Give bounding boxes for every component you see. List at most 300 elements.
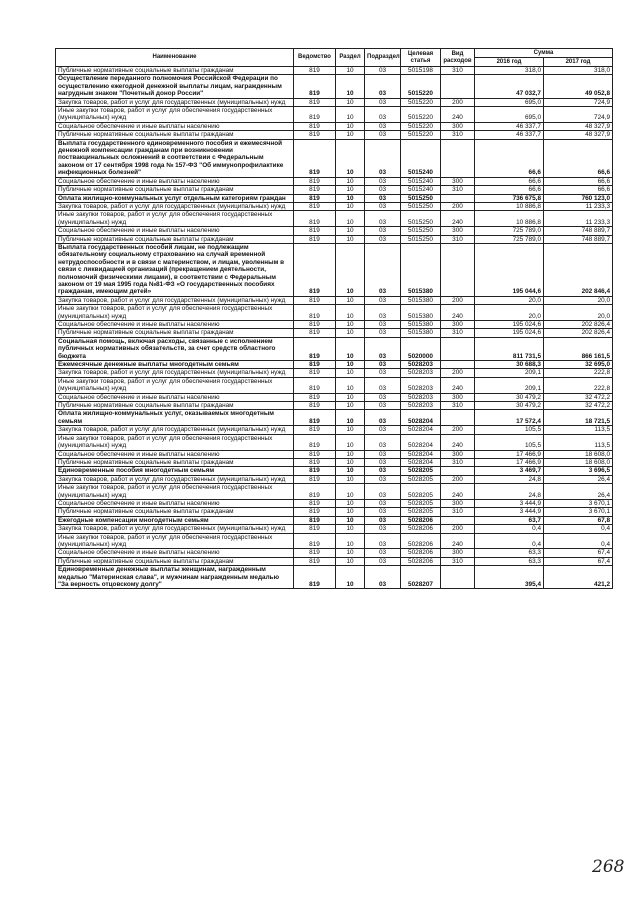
table-row bbox=[56, 525, 613, 533]
row-sum-2016: 3 444,9 bbox=[475, 508, 544, 516]
row-vedomstvo: 819 bbox=[294, 75, 336, 98]
table-row bbox=[56, 107, 613, 123]
row-vid-raskhodov: 300 bbox=[441, 499, 475, 507]
row-razdel: 10 bbox=[336, 484, 365, 500]
row-vid-raskhodov bbox=[441, 337, 475, 360]
row-sum-2017: 32 472,2 bbox=[544, 402, 613, 410]
header-celevaya-statya: Целевая статья bbox=[401, 49, 441, 67]
row-podrazdel: 03 bbox=[365, 467, 401, 475]
row-celevaya-statya: 5028205 bbox=[401, 467, 441, 475]
row-podrazdel: 03 bbox=[365, 533, 401, 549]
header-razdel: Раздел bbox=[336, 49, 365, 67]
page-number: 268 bbox=[592, 857, 625, 877]
row-sum-2017: 3 670,1 bbox=[544, 499, 613, 507]
row-razdel: 10 bbox=[336, 202, 365, 210]
row-razdel: 10 bbox=[336, 377, 365, 393]
row-vedomstvo: 819 bbox=[294, 337, 336, 360]
row-vedomstvo: 819 bbox=[294, 177, 336, 185]
row-celevaya-statya: 5028204 bbox=[401, 434, 441, 450]
row-podrazdel: 03 bbox=[365, 305, 401, 321]
row-vid-raskhodov: 300 bbox=[441, 227, 475, 235]
row-razdel: 10 bbox=[336, 67, 365, 75]
row-vedomstvo: 819 bbox=[294, 557, 336, 565]
row-celevaya-statya: 5015198 bbox=[401, 67, 441, 75]
row-name: Закупка товаров, работ и услуг для государственных (муниципальных) нужд bbox=[56, 369, 294, 377]
row-razdel: 10 bbox=[336, 426, 365, 434]
row-podrazdel: 03 bbox=[365, 235, 401, 243]
row-sum-2016: 725 789,0 bbox=[475, 227, 544, 235]
row-vid-raskhodov: 200 bbox=[441, 475, 475, 483]
row-podrazdel: 03 bbox=[365, 227, 401, 235]
row-podrazdel: 03 bbox=[365, 516, 401, 524]
row-celevaya-statya: 5028206 bbox=[401, 516, 441, 524]
row-razdel: 10 bbox=[336, 557, 365, 565]
table-row bbox=[56, 75, 613, 98]
row-razdel: 10 bbox=[336, 177, 365, 185]
row-sum-2016: 0,4 bbox=[475, 533, 544, 549]
row-sum-2017: 0,4 bbox=[544, 533, 613, 549]
row-podrazdel: 03 bbox=[365, 98, 401, 106]
row-podrazdel: 03 bbox=[365, 139, 401, 177]
row-sum-2017: 748 889,7 bbox=[544, 227, 613, 235]
row-sum-2017: 66,6 bbox=[544, 186, 613, 194]
row-sum-2016: 195 044,6 bbox=[475, 243, 544, 296]
header-podrazdel: Подраздел bbox=[365, 49, 401, 67]
row-razdel: 10 bbox=[336, 186, 365, 194]
row-name: Выплата государственных пособий лицам, не подлежащим обязательному социальному страхованию на случай временной нетрудоспособности и в связи с материнством, и лицам, уволенным в связи с ликвидацией организаций (прекращением деятельности, полномочий физическими лицами), в соответствии с Федеральным законом от 19 мая 1995 года №81-ФЗ «О государственных пособиях гражданам, имеющим детей» bbox=[56, 243, 294, 296]
row-podrazdel: 03 bbox=[365, 337, 401, 360]
row-razdel: 10 bbox=[336, 369, 365, 377]
row-celevaya-statya: 5028205 bbox=[401, 499, 441, 507]
row-name: Оплата жилищно-коммунальных услуг, оказываемых многодетным семьям bbox=[56, 410, 294, 426]
table-row bbox=[56, 211, 613, 227]
row-name: Ежегодные компенсации многодетным семьям bbox=[56, 516, 294, 524]
row-podrazdel: 03 bbox=[365, 194, 401, 202]
row-podrazdel: 03 bbox=[365, 402, 401, 410]
row-sum-2016: 66,6 bbox=[475, 177, 544, 185]
row-vedomstvo: 819 bbox=[294, 329, 336, 337]
table-row bbox=[56, 516, 613, 524]
row-sum-2017: 724,9 bbox=[544, 98, 613, 106]
row-name: Публичные нормативные социальные выплаты гражданам bbox=[56, 131, 294, 139]
row-sum-2016: 105,5 bbox=[475, 434, 544, 450]
row-vid-raskhodov: 310 bbox=[441, 329, 475, 337]
row-sum-2017: 18 608,0 bbox=[544, 450, 613, 458]
row-sum-2016: 195 024,6 bbox=[475, 321, 544, 329]
row-name: Ежемесячные денежные выплаты многодетным семьям bbox=[56, 361, 294, 369]
row-vid-raskhodov: 310 bbox=[441, 67, 475, 75]
row-vedomstvo: 819 bbox=[294, 202, 336, 210]
row-podrazdel: 03 bbox=[365, 361, 401, 369]
row-sum-2017: 113,5 bbox=[544, 434, 613, 450]
row-vid-raskhodov: 300 bbox=[441, 122, 475, 130]
row-razdel: 10 bbox=[336, 458, 365, 466]
row-sum-2017: 67,8 bbox=[544, 516, 613, 524]
row-sum-2016: 66,6 bbox=[475, 186, 544, 194]
table-row bbox=[56, 533, 613, 549]
row-razdel: 10 bbox=[336, 98, 365, 106]
row-celevaya-statya: 5015220 bbox=[401, 98, 441, 106]
table-row bbox=[56, 98, 613, 106]
row-sum-2016: 105,5 bbox=[475, 426, 544, 434]
row-sum-2016: 395,4 bbox=[475, 566, 544, 589]
table-row bbox=[56, 243, 613, 296]
row-vid-raskhodov: 310 bbox=[441, 131, 475, 139]
row-celevaya-statya: 5015240 bbox=[401, 139, 441, 177]
row-name: Иные закупки товаров, работ и услуг для обеспечения государственных (муниципальных) нужд bbox=[56, 211, 294, 227]
row-celevaya-statya: 5015250 bbox=[401, 211, 441, 227]
row-celevaya-statya: 5028203 bbox=[401, 377, 441, 393]
row-razdel: 10 bbox=[336, 305, 365, 321]
row-podrazdel: 03 bbox=[365, 484, 401, 500]
row-vedomstvo: 819 bbox=[294, 227, 336, 235]
row-razdel: 10 bbox=[336, 131, 365, 139]
row-celevaya-statya: 5028207 bbox=[401, 566, 441, 589]
row-podrazdel: 03 bbox=[365, 410, 401, 426]
row-vedomstvo: 819 bbox=[294, 139, 336, 177]
row-sum-2017: 11 233,3 bbox=[544, 202, 613, 210]
row-vid-raskhodov: 300 bbox=[441, 321, 475, 329]
row-vedomstvo: 819 bbox=[294, 499, 336, 507]
row-vedomstvo: 819 bbox=[294, 321, 336, 329]
row-sum-2016: 3 469,7 bbox=[475, 467, 544, 475]
row-vid-raskhodov: 240 bbox=[441, 305, 475, 321]
row-vid-raskhodov: 300 bbox=[441, 549, 475, 557]
row-razdel: 10 bbox=[336, 475, 365, 483]
row-vedomstvo: 819 bbox=[294, 131, 336, 139]
row-sum-2016: 46 337,7 bbox=[475, 131, 544, 139]
row-vid-raskhodov bbox=[441, 194, 475, 202]
row-name: Закупка товаров, работ и услуг для государственных (муниципальных) нужд bbox=[56, 202, 294, 210]
row-sum-2016: 695,0 bbox=[475, 107, 544, 123]
row-vedomstvo: 819 bbox=[294, 107, 336, 123]
row-vid-raskhodov: 310 bbox=[441, 235, 475, 243]
row-name: Иные закупки товаров, работ и услуг для обеспечения государственных (муниципальных) нужд bbox=[56, 434, 294, 450]
row-razdel: 10 bbox=[336, 361, 365, 369]
row-vedomstvo: 819 bbox=[294, 361, 336, 369]
row-sum-2017: 32 695,0 bbox=[544, 361, 613, 369]
row-sum-2016: 30 479,2 bbox=[475, 393, 544, 401]
table-row bbox=[56, 122, 613, 130]
table-row bbox=[56, 393, 613, 401]
row-vedomstvo: 819 bbox=[294, 402, 336, 410]
row-celevaya-statya: 5015220 bbox=[401, 75, 441, 98]
header-year-2017: 2017 год bbox=[544, 58, 613, 67]
table-row bbox=[56, 67, 613, 75]
row-name: Закупка товаров, работ и услуг для государственных (муниципальных) нужд bbox=[56, 525, 294, 533]
row-razdel: 10 bbox=[336, 525, 365, 533]
table-row bbox=[56, 434, 613, 450]
row-vid-raskhodov bbox=[441, 467, 475, 475]
row-razdel: 10 bbox=[336, 194, 365, 202]
table-row bbox=[56, 186, 613, 194]
row-celevaya-statya: 5015240 bbox=[401, 177, 441, 185]
row-sum-2017: 67,4 bbox=[544, 549, 613, 557]
row-name: Социальная помощь, включая расходы, связанные с исполнением публичных нормативных обязательств, за счет средств областного бюджета bbox=[56, 337, 294, 360]
row-sum-2016: 811 731,5 bbox=[475, 337, 544, 360]
row-celevaya-statya: 5028205 bbox=[401, 508, 441, 516]
header-name: Наименование bbox=[56, 49, 294, 67]
row-celevaya-statya: 5015250 bbox=[401, 194, 441, 202]
row-sum-2016: 209,1 bbox=[475, 377, 544, 393]
row-celevaya-statya: 5028206 bbox=[401, 525, 441, 533]
row-podrazdel: 03 bbox=[365, 475, 401, 483]
row-sum-2017: 748 889,7 bbox=[544, 235, 613, 243]
row-sum-2016: 725 789,0 bbox=[475, 235, 544, 243]
row-name: Социальное обеспечение и иные выплаты населению bbox=[56, 122, 294, 130]
header-vedomstvo: Ведомство bbox=[294, 49, 336, 67]
row-sum-2017: 66,6 bbox=[544, 177, 613, 185]
row-name: Иные закупки товаров, работ и услуг для обеспечения государственных (муниципальных) нужд bbox=[56, 305, 294, 321]
row-name: Социальное обеспечение и иные выплаты населению bbox=[56, 549, 294, 557]
row-celevaya-statya: 5028203 bbox=[401, 402, 441, 410]
row-sum-2016: 20,0 bbox=[475, 296, 544, 304]
row-podrazdel: 03 bbox=[365, 393, 401, 401]
table-row bbox=[56, 467, 613, 475]
row-vid-raskhodov: 310 bbox=[441, 402, 475, 410]
row-name: Социальное обеспечение и иные выплаты населению bbox=[56, 321, 294, 329]
table-row bbox=[56, 177, 613, 185]
row-sum-2017: 26,4 bbox=[544, 484, 613, 500]
table-row bbox=[56, 194, 613, 202]
row-sum-2016: 63,7 bbox=[475, 516, 544, 524]
row-vedomstvo: 819 bbox=[294, 450, 336, 458]
row-podrazdel: 03 bbox=[365, 75, 401, 98]
row-celevaya-statya: 5015380 bbox=[401, 243, 441, 296]
row-vedomstvo: 819 bbox=[294, 243, 336, 296]
row-sum-2017: 3 696,5 bbox=[544, 467, 613, 475]
row-razdel: 10 bbox=[336, 243, 365, 296]
row-sum-2016: 17 572,4 bbox=[475, 410, 544, 426]
row-vedomstvo: 819 bbox=[294, 434, 336, 450]
row-sum-2017: 760 123,0 bbox=[544, 194, 613, 202]
row-sum-2017: 202 826,4 bbox=[544, 329, 613, 337]
row-podrazdel: 03 bbox=[365, 296, 401, 304]
table-row bbox=[56, 235, 613, 243]
row-razdel: 10 bbox=[336, 533, 365, 549]
row-razdel: 10 bbox=[336, 235, 365, 243]
row-vedomstvo: 819 bbox=[294, 426, 336, 434]
row-name: Иные закупки товаров, работ и услуг для обеспечения государственных (муниципальных) нужд bbox=[56, 377, 294, 393]
header-summa: Сумма bbox=[475, 49, 613, 58]
row-sum-2017: 724,9 bbox=[544, 107, 613, 123]
row-sum-2016: 46 337,7 bbox=[475, 122, 544, 130]
row-podrazdel: 03 bbox=[365, 525, 401, 533]
row-vedomstvo: 819 bbox=[294, 98, 336, 106]
table-row bbox=[56, 549, 613, 557]
table-row bbox=[56, 305, 613, 321]
row-sum-2017: 48 327,9 bbox=[544, 131, 613, 139]
row-razdel: 10 bbox=[336, 402, 365, 410]
row-sum-2017: 67,4 bbox=[544, 557, 613, 565]
row-vid-raskhodov: 200 bbox=[441, 98, 475, 106]
row-celevaya-statya: 5020000 bbox=[401, 337, 441, 360]
row-vedomstvo: 819 bbox=[294, 211, 336, 227]
row-podrazdel: 03 bbox=[365, 186, 401, 194]
row-vid-raskhodov: 310 bbox=[441, 557, 475, 565]
row-sum-2017: 318,0 bbox=[544, 67, 613, 75]
row-vedomstvo: 819 bbox=[294, 235, 336, 243]
row-sum-2016: 17 466,9 bbox=[475, 458, 544, 466]
row-vedomstvo: 819 bbox=[294, 484, 336, 500]
row-celevaya-statya: 5015380 bbox=[401, 296, 441, 304]
row-vid-raskhodov: 200 bbox=[441, 525, 475, 533]
row-vedomstvo: 819 bbox=[294, 186, 336, 194]
row-podrazdel: 03 bbox=[365, 131, 401, 139]
row-razdel: 10 bbox=[336, 516, 365, 524]
header-vid-raskhodov: Вид расходов bbox=[441, 49, 475, 67]
row-razdel: 10 bbox=[336, 321, 365, 329]
row-name: Публичные нормативные социальные выплаты гражданам bbox=[56, 508, 294, 516]
row-vedomstvo: 819 bbox=[294, 393, 336, 401]
row-razdel: 10 bbox=[336, 508, 365, 516]
row-razdel: 10 bbox=[336, 227, 365, 235]
row-celevaya-statya: 5015250 bbox=[401, 202, 441, 210]
row-celevaya-statya: 5015380 bbox=[401, 321, 441, 329]
row-celevaya-statya: 5015380 bbox=[401, 329, 441, 337]
row-vid-raskhodov: 200 bbox=[441, 369, 475, 377]
row-sum-2016: 24,8 bbox=[475, 484, 544, 500]
row-name: Единовременные пособия многодетным семьям bbox=[56, 467, 294, 475]
row-vid-raskhodov bbox=[441, 516, 475, 524]
row-vid-raskhodov: 310 bbox=[441, 458, 475, 466]
row-vedomstvo: 819 bbox=[294, 525, 336, 533]
row-vedomstvo: 819 bbox=[294, 369, 336, 377]
row-sum-2016: 30 479,2 bbox=[475, 402, 544, 410]
header-year-2016: 2016 год bbox=[475, 58, 544, 67]
row-razdel: 10 bbox=[336, 211, 365, 227]
row-vedomstvo: 819 bbox=[294, 549, 336, 557]
row-sum-2016: 30 688,3 bbox=[475, 361, 544, 369]
row-vid-raskhodov: 310 bbox=[441, 186, 475, 194]
row-vedomstvo: 819 bbox=[294, 410, 336, 426]
row-podrazdel: 03 bbox=[365, 107, 401, 123]
row-vedomstvo: 819 bbox=[294, 508, 336, 516]
row-vedomstvo: 819 bbox=[294, 296, 336, 304]
table-row bbox=[56, 402, 613, 410]
row-sum-2016: 195 024,6 bbox=[475, 329, 544, 337]
row-podrazdel: 03 bbox=[365, 243, 401, 296]
row-name: Социальное обеспечение и иные выплаты населению bbox=[56, 177, 294, 185]
row-sum-2017: 421,2 bbox=[544, 566, 613, 589]
row-name: Закупка товаров, работ и услуг для государственных (муниципальных) нужд bbox=[56, 296, 294, 304]
row-name: Закупка товаров, работ и услуг для государственных (муниципальных) нужд bbox=[56, 475, 294, 483]
row-sum-2017: 49 052,8 bbox=[544, 75, 613, 98]
row-sum-2016: 63,3 bbox=[475, 557, 544, 565]
table-row bbox=[56, 458, 613, 466]
row-name: Выплата государственного единовременного пособия и ежемесячной денежной компенсации гражданам при возникновении поствакцинальных осложнений в соответствии с Федеральным законом от 17 сентября 1998 года № 157-ФЗ "Об иммунопрофилактике инфекционных болезней" bbox=[56, 139, 294, 177]
table-row bbox=[56, 426, 613, 434]
row-vid-raskhodov bbox=[441, 361, 475, 369]
row-vedomstvo: 819 bbox=[294, 67, 336, 75]
row-celevaya-statya: 5028206 bbox=[401, 549, 441, 557]
row-celevaya-statya: 5028206 bbox=[401, 533, 441, 549]
table-row bbox=[56, 377, 613, 393]
row-podrazdel: 03 bbox=[365, 67, 401, 75]
row-podrazdel: 03 bbox=[365, 458, 401, 466]
row-sum-2017: 20,0 bbox=[544, 305, 613, 321]
row-sum-2016: 209,1 bbox=[475, 369, 544, 377]
row-name: Закупка товаров, работ и услуг для государственных (муниципальных) нужд bbox=[56, 98, 294, 106]
row-vid-raskhodov bbox=[441, 139, 475, 177]
row-vid-raskhodov: 200 bbox=[441, 202, 475, 210]
row-sum-2016: 0,4 bbox=[475, 525, 544, 533]
row-vid-raskhodov bbox=[441, 243, 475, 296]
row-name: Оплата жилищно-коммунальных услуг отдельным категориям граждан bbox=[56, 194, 294, 202]
row-sum-2016: 736 675,8 bbox=[475, 194, 544, 202]
row-name: Закупка товаров, работ и услуг для государственных (муниципальных) нужд bbox=[56, 426, 294, 434]
table-row bbox=[56, 566, 613, 589]
row-vid-raskhodov: 240 bbox=[441, 377, 475, 393]
budget-table bbox=[55, 48, 613, 589]
row-name: Публичные нормативные социальные выплаты гражданам bbox=[56, 458, 294, 466]
row-celevaya-statya: 5015220 bbox=[401, 107, 441, 123]
row-name: Единовременные денежные выплаты женщинам, награжденным медалью "Материнская слава", и мужчинам награжденным медалью "За верность отцовскому долгу" bbox=[56, 566, 294, 589]
row-vid-raskhodov: 200 bbox=[441, 296, 475, 304]
table-row bbox=[56, 296, 613, 304]
row-podrazdel: 03 bbox=[365, 177, 401, 185]
table-body bbox=[56, 67, 613, 589]
row-celevaya-statya: 5015220 bbox=[401, 131, 441, 139]
row-celevaya-statya: 5028204 bbox=[401, 410, 441, 426]
row-vedomstvo: 819 bbox=[294, 475, 336, 483]
row-vid-raskhodov: 300 bbox=[441, 450, 475, 458]
row-vid-raskhodov bbox=[441, 566, 475, 589]
row-celevaya-statya: 5015250 bbox=[401, 235, 441, 243]
row-sum-2017: 18 721,5 bbox=[544, 410, 613, 426]
row-podrazdel: 03 bbox=[365, 377, 401, 393]
row-vedomstvo: 819 bbox=[294, 458, 336, 466]
row-name: Иные закупки товаров, работ и услуг для обеспечения государственных (муниципальных) нужд bbox=[56, 533, 294, 549]
row-name: Публичные нормативные социальные выплаты гражданам bbox=[56, 67, 294, 75]
row-name: Социальное обеспечение и иные выплаты населению bbox=[56, 450, 294, 458]
row-sum-2016: 63,3 bbox=[475, 549, 544, 557]
row-podrazdel: 03 bbox=[365, 499, 401, 507]
row-sum-2016: 10 886,8 bbox=[475, 202, 544, 210]
row-sum-2017: 48 327,9 bbox=[544, 122, 613, 130]
row-name: Иные закупки товаров, работ и услуг для обеспечения государственных (муниципальных) нужд bbox=[56, 484, 294, 500]
table-header bbox=[56, 49, 613, 67]
row-sum-2016: 318,0 bbox=[475, 67, 544, 75]
row-sum-2017: 202 846,4 bbox=[544, 243, 613, 296]
row-celevaya-statya: 5028203 bbox=[401, 361, 441, 369]
row-celevaya-statya: 5028205 bbox=[401, 484, 441, 500]
table-row bbox=[56, 450, 613, 458]
row-name: Публичные нормативные социальные выплаты гражданам bbox=[56, 557, 294, 565]
row-name: Осуществление переданного полномочия Российской Федерации по осуществлению ежегодной денежной выплаты лицам, награжденным нагрудным знаком "Почетный донор России" bbox=[56, 75, 294, 98]
row-name: Социальное обеспечение и иные выплаты населению bbox=[56, 227, 294, 235]
row-razdel: 10 bbox=[336, 75, 365, 98]
table-row bbox=[56, 484, 613, 500]
row-sum-2017: 3 670,1 bbox=[544, 508, 613, 516]
row-podrazdel: 03 bbox=[365, 202, 401, 210]
row-sum-2017: 113,5 bbox=[544, 426, 613, 434]
row-sum-2017: 11 233,3 bbox=[544, 211, 613, 227]
row-podrazdel: 03 bbox=[365, 450, 401, 458]
row-razdel: 10 bbox=[336, 122, 365, 130]
row-sum-2016: 17 466,9 bbox=[475, 450, 544, 458]
row-sum-2016: 695,0 bbox=[475, 98, 544, 106]
row-podrazdel: 03 bbox=[365, 549, 401, 557]
row-vid-raskhodov bbox=[441, 75, 475, 98]
table-row bbox=[56, 557, 613, 565]
table-row bbox=[56, 499, 613, 507]
row-vedomstvo: 819 bbox=[294, 566, 336, 589]
table-row bbox=[56, 337, 613, 360]
row-podrazdel: 03 bbox=[365, 434, 401, 450]
row-razdel: 10 bbox=[336, 549, 365, 557]
row-vedomstvo: 819 bbox=[294, 194, 336, 202]
